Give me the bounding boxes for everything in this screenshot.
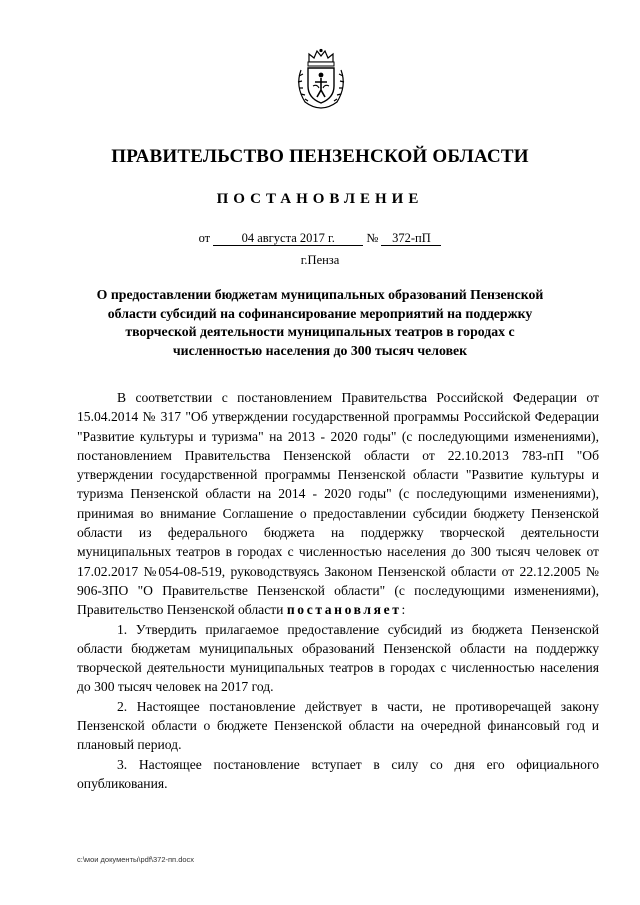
date-prefix: от (198, 231, 211, 245)
file-path-footer: c:\мои документы\pdf\372-пп.docx (77, 855, 195, 864)
document-number: 372-пП (381, 232, 441, 246)
preamble-paragraph (77, 388, 599, 620)
organization-title: ПРАВИТЕЛЬСТВО ПЕНЗЕНСКОЙ ОБЛАСТИ (111, 146, 529, 167)
document-type: ПОСТАНОВЛЕНИЕ (216, 191, 424, 207)
item-1: 1. Утвердить прилагаемое предоставление субсидий из бюджета Пензенской области бюджетам муниципальных образований Пензенской области на поддержку творческой деятельности муниципальных театров в городах с численностью населения до 300 тысяч человек на 2017 год. (77, 621, 599, 695)
decree-colon: : (401, 602, 406, 618)
date-number-line (0, 231, 640, 246)
preamble-text: В соответствии с постановлением Правительства Российской Федерации от 15.04.2014 № 317 "Об утверждении государственной программы Российской Федерации "Развитие культуры и туризма" на 2013 - 2020 годы" (с последующими изменениями), постановлением Правительства Пензенской области от 22.10.2013 783-пП "Об утверждении государственной программы Пензенской области "Развитие культуры и туризма Пензенской области на 2014 - 2020 годы" (с последующими изменениями), принимая во внимание Соглашение о предоставлении субсидии бюджету Пензенской области из федерального бюджета на поддержку творческой деятельности муниципальных театров в городах с численностью населения до 300 тысяч человек от 17.02.2017 №054-08-519, руководствуясь Законом Пензенской области от 22.12.2005 № 906-ЗПО "О Правительстве Пензенской области" (с последующими изменениями), Правительство Пензенской области (77, 390, 599, 618)
document-date: 04 августа 2017 г. (213, 232, 363, 246)
item-3: 3. Настоящее постановление вступает в силу со дня его официального опубликования. (77, 756, 599, 791)
city-name: г.Пенза (300, 253, 340, 267)
document-body (77, 388, 599, 793)
decree-word: постановляет (286, 602, 402, 618)
coat-of-arms-icon (293, 48, 349, 110)
document-subject: О предоставлении бюджетам муниципальных образований Пензенской области субсидий на софинансирование мероприятий на поддержку творческой деятельности муниципальных театров в городах с численностью населения до 300 тысяч человек (96, 287, 544, 358)
item-2: 2. Настоящее постановление действует в части, не противоречащей закону Пензенской области о бюджете Пензенской области на очередной финансовый год и плановый период. (77, 698, 599, 753)
number-prefix: № (366, 231, 379, 245)
